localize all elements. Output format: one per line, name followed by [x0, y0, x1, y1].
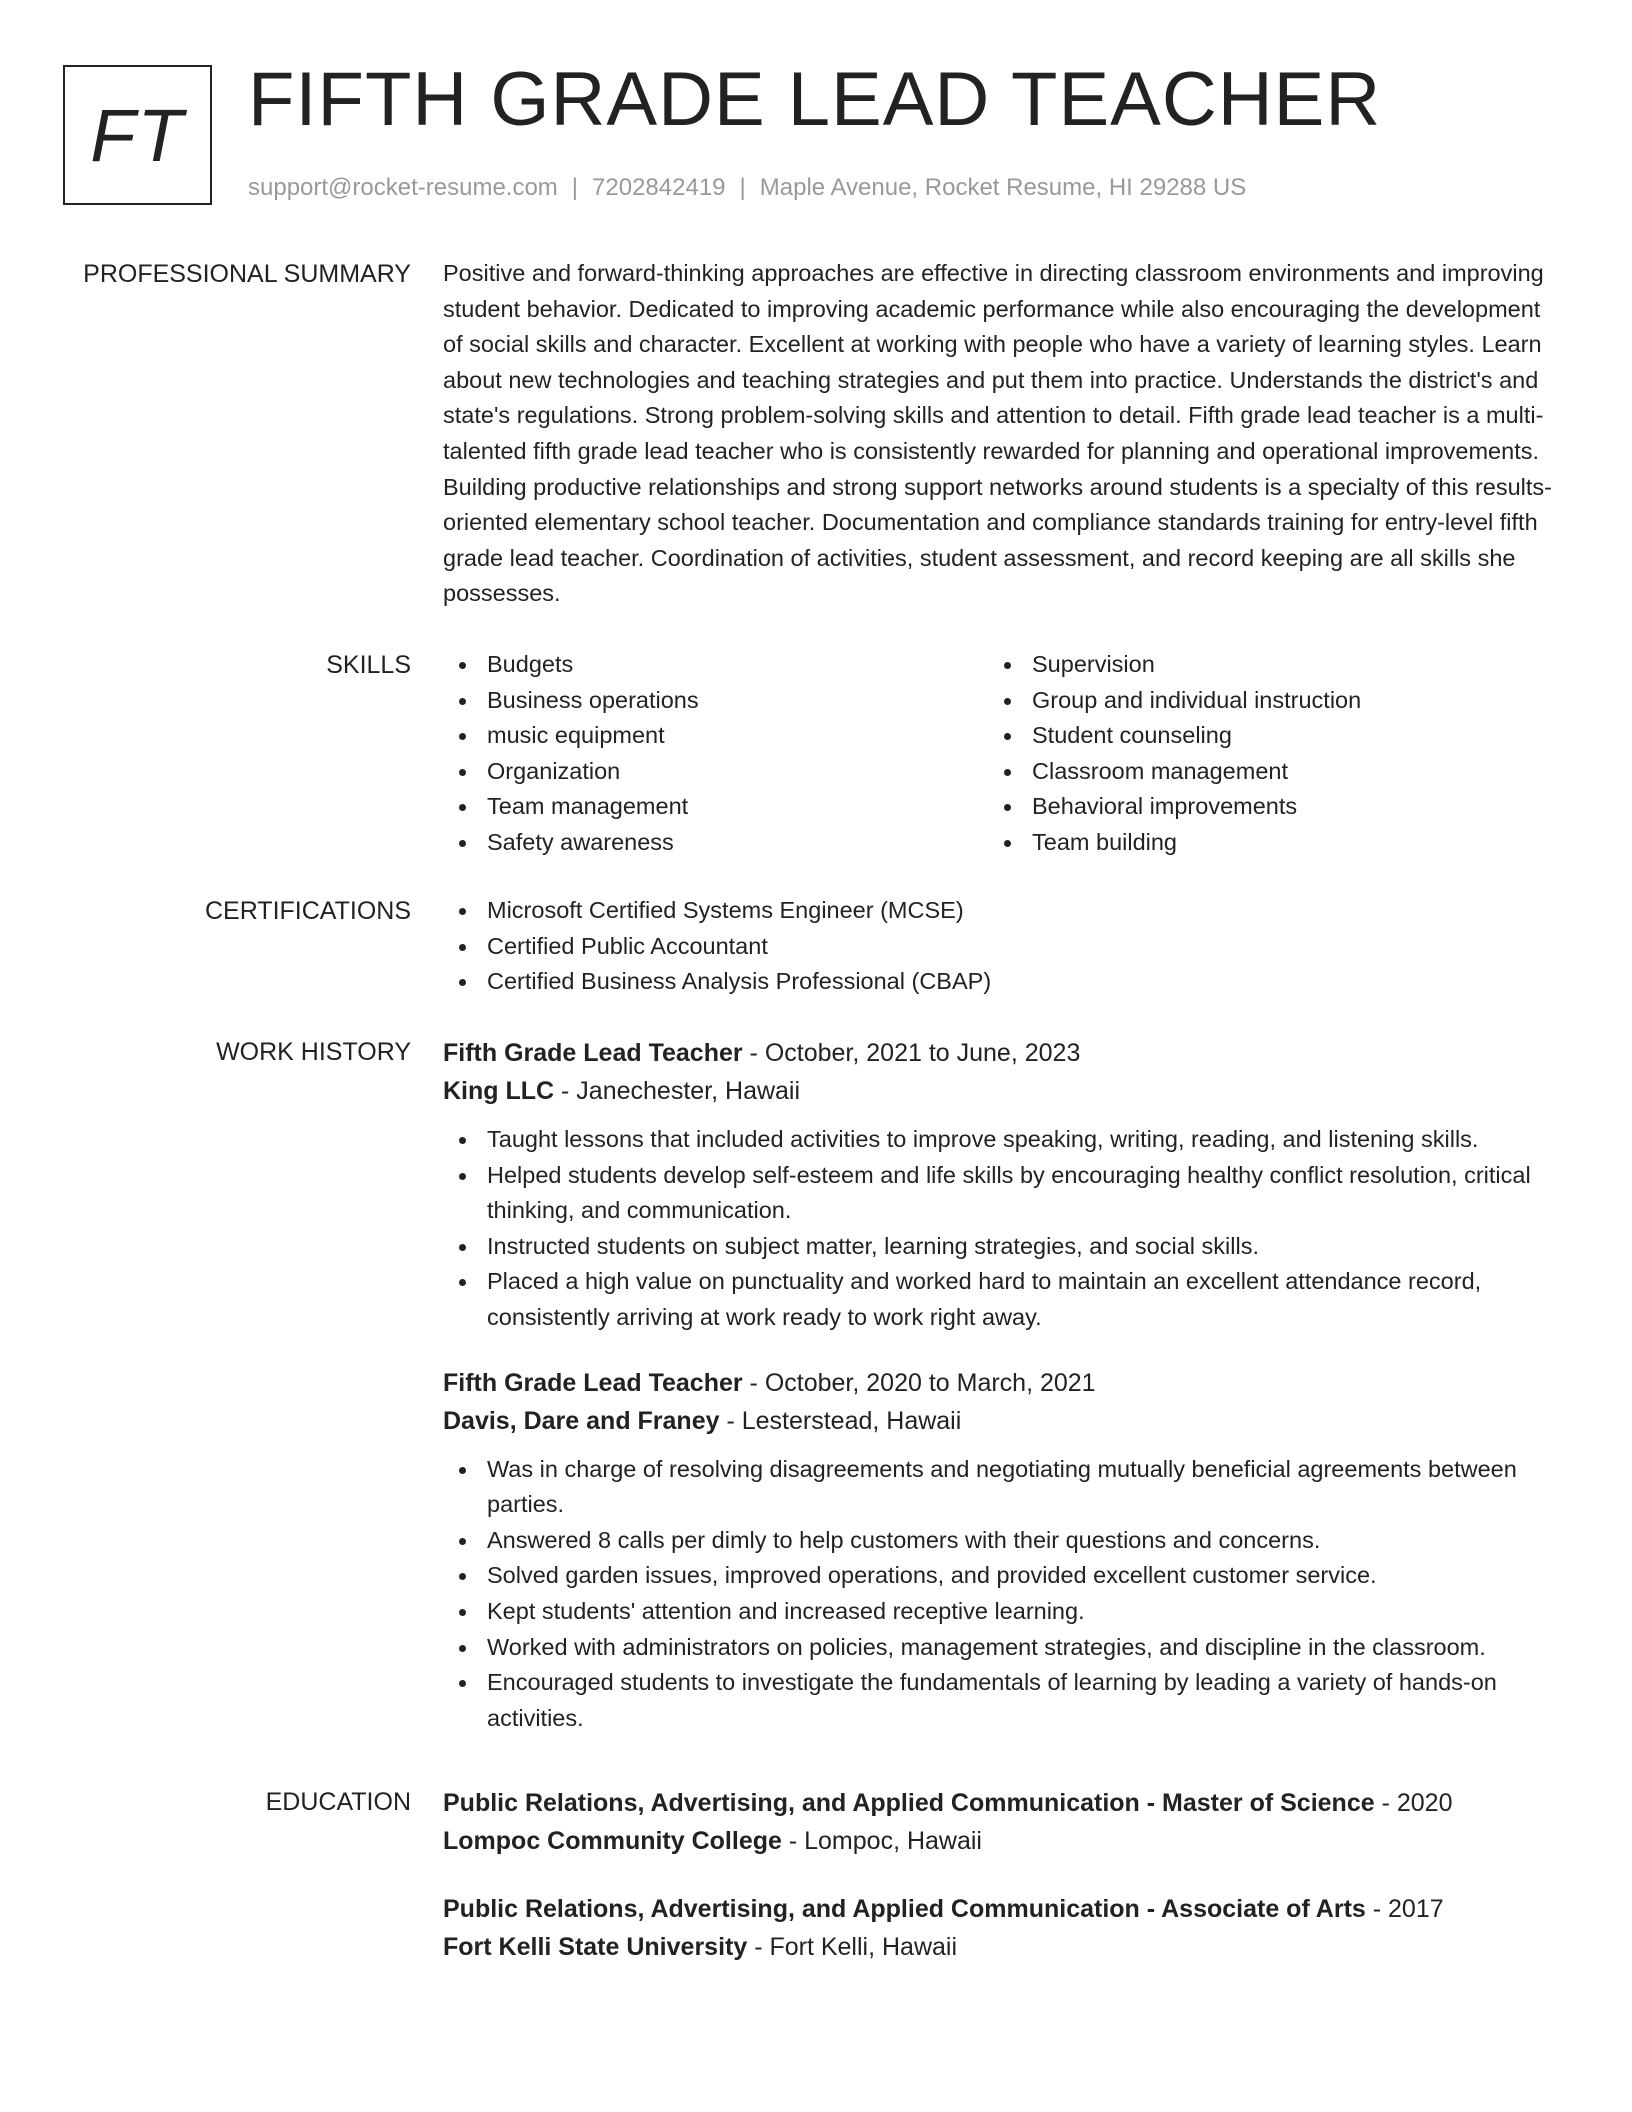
skill-item: Budgets: [443, 647, 988, 683]
job-company: King LLC: [443, 1077, 555, 1105]
skills-list-right: [988, 647, 1533, 861]
education-location: - Fort Kelli, Hawaii: [747, 1933, 958, 1961]
contact-separator: |: [571, 174, 579, 201]
work-history-body: [443, 1034, 1553, 1764]
job-title: Fifth Grade Lead Teacher: [443, 1039, 743, 1067]
contact-separator: |: [739, 174, 746, 201]
skill-item: Safety awareness: [443, 825, 988, 861]
job-title: Fifth Grade Lead Teacher: [443, 1368, 743, 1397]
job-bullet: Worked with administrators on policies, management strategies, and discipline in the classroom.: [443, 1630, 1553, 1666]
skills-list-left: [443, 647, 988, 861]
skill-item: Classroom management: [988, 754, 1533, 790]
job-bullet: Placed a high value on punctuality and worked hard to maintain an excellent attendance record, consistently arriving at work ready to work right away.: [443, 1264, 1553, 1335]
education-school: Fort Kelli State University: [443, 1933, 748, 1961]
section-label-education: EDUCATION: [265, 1788, 411, 1816]
job-bullet: Solved garden issues, improved operations, and provided excellent customer service.: [443, 1558, 1553, 1594]
education-degree: Public Relations, Advertising, and Applied Communication - Associate of Arts: [443, 1895, 1366, 1923]
education-degree: Public Relations, Advertising, and Applied Communication - Master of Science: [443, 1789, 1375, 1817]
summary-text: Positive and forward-thinking approaches are effective in directing classroom environments and improving student behavior. Dedicated to improving academic performance while also encouraging the development of social skills and character. Excellent at working with people who have a variety of learning styles. Learn about new technologies and teaching strategies and put them into practice. Understands the district's and state's regulations. Strong problem-solving skills and attention to detail. Fifth grade lead teacher is a multi-talented fifth grade lead teacher who is consistently rewarded for planning and operational improvements. Building productive relationships and strong support networks around students is a specialty of this results-oriented elementary school teacher. Documentation and compliance standards training for entry-level fifth grade lead teacher. Coordination of activities, student assessment, and record keeping are all skills she possesses.: [443, 260, 1553, 607]
job-bullet: Encouraged students to investigate the fundamentals of learning by leading a variety of hands-on activities.: [443, 1665, 1553, 1736]
job-title-line: [443, 1364, 1553, 1402]
page-title: FIFTH GRADE LEAD TEACHER: [248, 57, 1382, 142]
summary-body: [443, 256, 1553, 612]
education-year: - 2017: [1365, 1895, 1444, 1923]
education-school: Lompoc Community College: [443, 1827, 782, 1855]
skill-item: music equipment: [443, 718, 988, 754]
skill-item: Group and individual instruction: [988, 683, 1533, 719]
job-bullet: Taught lessons that included activities to improve speaking, writing, reading, and listening skills.: [443, 1122, 1553, 1158]
job-entry: [443, 1034, 1553, 1336]
contact-line: [248, 174, 1246, 202]
skill-item: Student counseling: [988, 718, 1533, 754]
education-body: [443, 1784, 1553, 1996]
job-bullet: Was in charge of resolving disagreements and negotiating mutually beneficial agreements between parties.: [443, 1452, 1553, 1523]
skill-item: Supervision: [988, 647, 1533, 683]
job-entry: [443, 1364, 1553, 1737]
job-location: - Lesterstead, Hawaii: [719, 1406, 962, 1435]
job-title-line: [443, 1034, 1553, 1072]
certification-item: Certified Public Accountant: [443, 929, 1553, 965]
job-dates: - October, 2021 to June, 2023: [742, 1039, 1081, 1067]
section-label-work-history: WORK HISTORY: [216, 1038, 411, 1066]
skill-item: Behavioral improvements: [988, 789, 1533, 825]
education-year: - 2020: [1374, 1789, 1453, 1817]
education-location: - Lompoc, Hawaii: [781, 1827, 982, 1855]
contact-phone[interactable]: 7202842419: [592, 174, 726, 201]
section-label-certifications: CERTIFICATIONS: [204, 897, 411, 925]
section-label-skills: SKILLS: [326, 651, 411, 679]
education-degree-line: [443, 1784, 1553, 1822]
job-bullet: Kept students' attention and increased receptive learning.: [443, 1594, 1553, 1630]
job-bullet: Helped students develop self-esteem and life skills by encouraging healthy conflict resolution, critical thinking, and communication.: [443, 1158, 1553, 1229]
education-school-line: [443, 1928, 1553, 1966]
certifications-body: [443, 893, 1553, 1000]
certification-item: Microsoft Certified Systems Engineer (MCSE): [443, 893, 1553, 929]
job-company: Davis, Dare and Franey: [443, 1406, 720, 1435]
job-company-line: [443, 1402, 1553, 1440]
contact-address: Maple Avenue, Rocket Resume, HI 29288 US: [759, 174, 1247, 201]
job-bullets: [443, 1452, 1553, 1737]
skill-item: Business operations: [443, 683, 988, 719]
education-degree-line: [443, 1890, 1553, 1928]
contact-email[interactable]: support@rocket-resume.com: [248, 174, 558, 201]
education-entry: [443, 1890, 1553, 1966]
certifications-list: [443, 893, 1553, 1000]
job-location: - Janechester, Hawaii: [554, 1077, 801, 1105]
skill-item: Organization: [443, 754, 988, 790]
certification-item: Certified Business Analysis Professional (CBAP): [443, 964, 1553, 1000]
job-bullets: [443, 1122, 1553, 1336]
skills-body: [443, 647, 1553, 861]
skill-item: Team management: [443, 789, 988, 825]
section-label-summary: PROFESSIONAL SUMMARY: [83, 260, 411, 288]
job-dates: - October, 2020 to March, 2021: [742, 1368, 1096, 1397]
monogram-logo: FT: [63, 65, 212, 205]
job-bullet: Answered 8 calls per dimly to help customers with their questions and concerns.: [443, 1523, 1553, 1559]
job-bullet: Instructed students on subject matter, learning strategies, and social skills.: [443, 1229, 1553, 1265]
job-company-line: [443, 1072, 1553, 1110]
education-school-line: [443, 1822, 1553, 1860]
skill-item: Team building: [988, 825, 1533, 861]
education-entry: [443, 1784, 1553, 1860]
